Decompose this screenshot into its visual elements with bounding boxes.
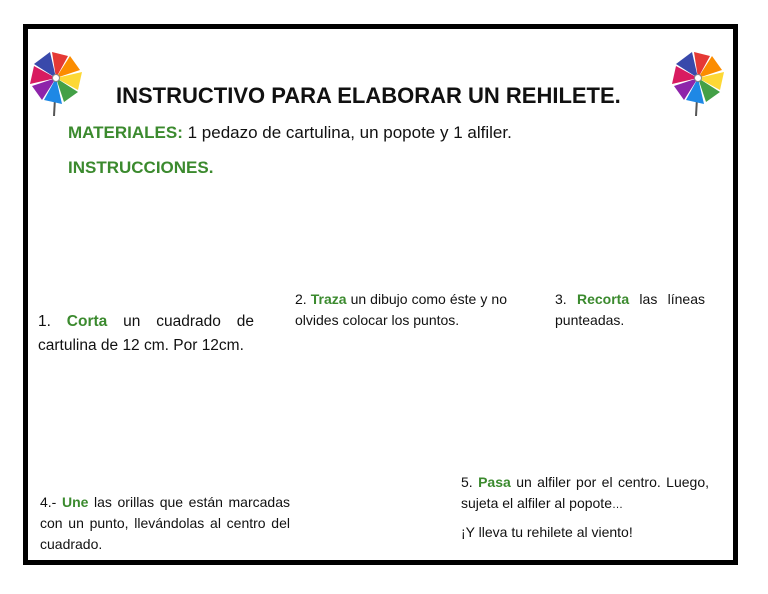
page-title: INSTRUCTIVO PARA ELABORAR UN REHILETE. bbox=[116, 83, 621, 108]
step-verb: Corta bbox=[66, 313, 108, 330]
step-number: 3. bbox=[555, 291, 577, 307]
step-text: un cuadrado de cartulina de 12 cm. Por 12cm. bbox=[38, 313, 254, 354]
materials-text: 1 pedazo de cartulina, un popote y 1 alfiler. bbox=[182, 123, 512, 142]
step-verb: Recorta bbox=[576, 291, 630, 307]
step-text: un alfiler por el centro. Luego, sujeta el alfiler al popote bbox=[461, 474, 709, 511]
step-number: 5. bbox=[461, 474, 479, 490]
step-verb: Une bbox=[61, 494, 89, 510]
materials-label: MATERIALES: bbox=[68, 123, 183, 142]
step-text: las líneas punteadas. bbox=[555, 291, 705, 328]
step-number: 2. bbox=[295, 291, 311, 307]
step-4 bbox=[40, 492, 290, 555]
pinwheel-icon bbox=[24, 44, 88, 116]
step-2 bbox=[295, 289, 507, 331]
step-5 bbox=[461, 472, 709, 516]
step-verb: Traza bbox=[310, 291, 347, 307]
step-verb: Pasa bbox=[478, 474, 511, 490]
pinwheel-icon bbox=[666, 44, 730, 116]
closing-line: ¡Y lleva tu rehilete al viento! bbox=[461, 524, 633, 540]
step-text: las orillas que están marcadas con un punto, llevándolas al centro del cuadrado. bbox=[40, 494, 290, 552]
step-text: un dibujo como éste y no olvides colocar los puntos. bbox=[295, 291, 507, 328]
step-3 bbox=[555, 289, 705, 331]
step-1 bbox=[38, 310, 254, 358]
step-number: 4.- bbox=[40, 494, 62, 510]
step-number: 1. bbox=[38, 313, 67, 330]
step-ellipsis: … bbox=[612, 499, 623, 511]
materials-line bbox=[68, 123, 512, 143]
instructions-heading: INSTRUCCIONES. bbox=[68, 158, 214, 177]
